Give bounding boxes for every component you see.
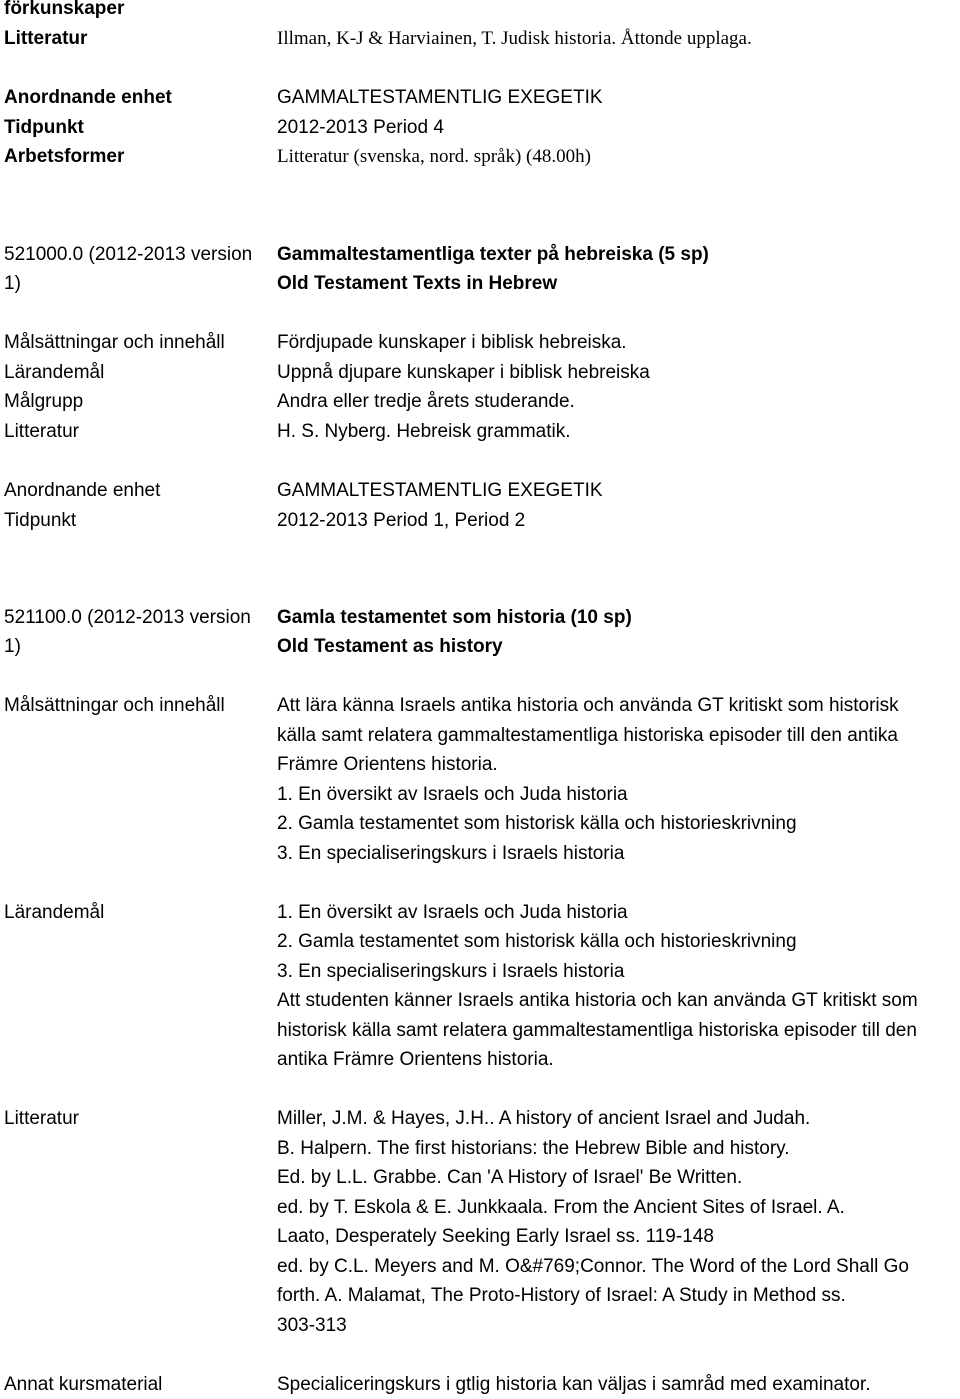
course1-label-litteratur: Litteratur (4, 421, 79, 442)
value-arbetsformer: Litteratur (svenska, nord. språk) (48.00h) (277, 146, 591, 167)
course2-malsattningar-line: 1. En översikt av Israels och Juda historia (277, 784, 628, 805)
course2-malsattningar-line: Främre Orientens historia. (277, 754, 498, 775)
course2-malsattningar-line: 2. Gamla testamentet som historisk källa och historieskrivning (277, 813, 797, 834)
course1-label-larandemal: Lärandemål (4, 362, 105, 383)
course1-value-larandemal: Uppnå djupare kunskaper i biblisk hebreiska (277, 362, 650, 383)
course2-malsattningar-line: Att lära känna Israels antika historia och använda GT kritiskt som historisk (277, 695, 899, 716)
course2-litteratur-line: ed. by T. Eskola & E. Junkkaala. From the Ancient Sites of Israel. A. (277, 1197, 845, 1218)
course2-litteratur-line: Miller, J.M. & Hayes, J.H.. A history of ancient Israel and Judah. (277, 1108, 811, 1129)
course2-larandemal-line: 1. En översikt av Israels och Juda historia (277, 902, 628, 923)
label-anordnande-enhet: Anordnande enhet (4, 87, 172, 108)
course2-title-en: Old Testament as history (277, 636, 503, 657)
course1-value-tidpunkt: 2012-2013 Period 1, Period 2 (277, 510, 526, 531)
course2-label-malsattningar: Målsättningar och innehåll (4, 695, 225, 716)
course1-label-malsattningar: Målsättningar och innehåll (4, 332, 225, 353)
label-litteratur: Litteratur (4, 28, 88, 49)
course2-malsattningar-line: källa samt relatera gammaltestamentliga historiska episoder till den antika (277, 725, 898, 746)
course2-larandemal-line: historisk källa samt relatera gammaltestamentliga historiska episoder till den (277, 1020, 917, 1041)
course2-larandemal-line: antika Främre Orientens historia. (277, 1049, 554, 1070)
value-litteratur: Illman, K-J & Harviainen, T. Judisk historia. Åttonde upplaga. (277, 28, 752, 49)
course1-title-en: Old Testament Texts in Hebrew (277, 273, 558, 294)
course2-larandemal-line: 3. En specialiseringskurs i Israels historia (277, 961, 625, 982)
course1-label-malgrupp: Målgrupp (4, 391, 84, 412)
course2-label-litteratur: Litteratur (4, 1108, 79, 1129)
course2-litteratur-line: 303-313 (277, 1315, 347, 1336)
course2-litteratur-line: B. Halpern. The first historians: the Hebrew Bible and history. (277, 1138, 790, 1159)
course2-title-sv: Gamla testamentet som historia (10 sp) (277, 607, 632, 628)
course1-value-malsattningar: Fördjupade kunskaper i biblisk hebreiska. (277, 332, 627, 353)
course2-code: 521100.0 (2012-2013 version (4, 607, 251, 628)
course2-label-annat-kursmaterial: Annat kursmaterial (4, 1374, 163, 1395)
course1-value-malgrupp: Andra eller tredje årets studerande. (277, 391, 575, 412)
value-tidpunkt: 2012-2013 Period 4 (277, 117, 444, 138)
course2-litteratur-line: forth. A. Malamat, The Proto-History of Israel: A Study in Method ss. (277, 1285, 846, 1306)
course2-litteratur-line: Laato, Desperately Seeking Early Israel ss. 119-148 (277, 1226, 714, 1247)
course2-larandemal-line: Att studenten känner Israels antika historia och kan använda GT kritiskt som (277, 990, 918, 1011)
course1-value-anordnande: GAMMALTESTAMENTLIG EXEGETIK (277, 480, 603, 501)
course2-value-annat-kursmaterial: Specialiceringskurs i gtlig historia kan väljas i samråd med examinator. (277, 1374, 871, 1395)
value-anordnande-enhet: GAMMALTESTAMENTLIG EXEGETIK (277, 87, 603, 108)
course2-larandemal-line: 2. Gamla testamentet som historisk källa och historieskrivning (277, 931, 797, 952)
course2-malsattningar-line: 3. En specialiseringskurs i Israels historia (277, 843, 625, 864)
course2-label-larandemal: Lärandemål (4, 902, 105, 923)
label-forkunskaper: förkunskaper (4, 0, 125, 19)
label-tidpunkt: Tidpunkt (4, 117, 84, 138)
course1-code-cont: 1) (4, 273, 21, 294)
label-arbetsformer: Arbetsformer (4, 146, 125, 167)
course2-litteratur-line: ed. by C.L. Meyers and M. O&#769;Connor. The Word of the Lord Shall Go (277, 1256, 909, 1277)
course1-value-litteratur: H. S. Nyberg. Hebreisk grammatik. (277, 421, 571, 442)
course1-code: 521000.0 (2012-2013 version (4, 244, 253, 265)
course1-label-tidpunkt: Tidpunkt (4, 510, 77, 531)
course2-code-cont: 1) (4, 636, 21, 657)
course2-litteratur-line: Ed. by L.L. Grabbe. Can 'A History of Israel' Be Written. (277, 1167, 743, 1188)
course1-label-anordnande: Anordnande enhet (4, 480, 161, 501)
course1-title-sv: Gammaltestamentliga texter på hebreiska (5 sp) (277, 244, 709, 265)
